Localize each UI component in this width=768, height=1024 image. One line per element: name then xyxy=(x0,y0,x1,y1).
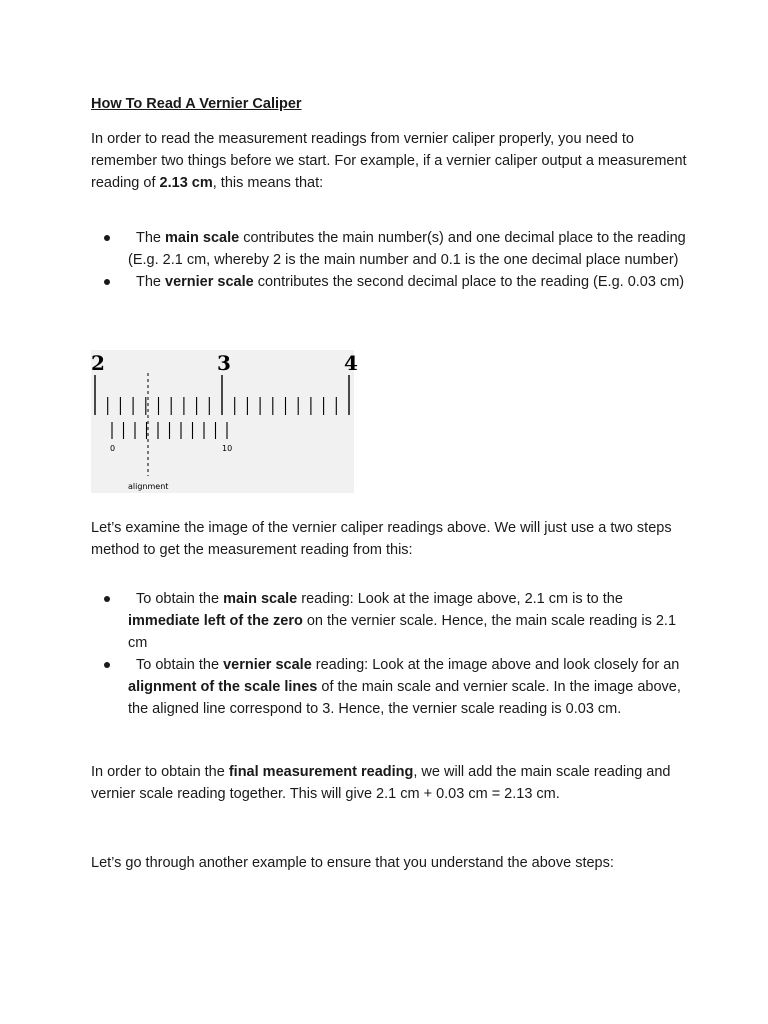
list-item: To obtain the main scale reading: Look at the image above, 2.1 cm is to the immediate left of the zero on the vernier scale. Hence, the main scale reading is 2.1 cm xyxy=(91,588,691,654)
closing-paragraph: Let’s go through another example to ensure that you understand the above steps: xyxy=(91,855,614,871)
vernier-scale-term: vernier scale xyxy=(165,274,254,290)
bullet-icon xyxy=(104,235,110,241)
examine-paragraph: Let’s examine the image of the vernier caliper readings above. We will just use a two steps method to get the measurement reading from this: xyxy=(91,520,672,558)
bullet-icon xyxy=(104,279,110,285)
main-scale-term: main scale xyxy=(165,230,240,246)
intro-text-2: , this means that: xyxy=(212,175,324,191)
main-scale-label-2: 2 xyxy=(91,351,105,375)
main-scale-label-3: 3 xyxy=(217,351,231,375)
intro-example-value: 2.13 cm xyxy=(159,175,213,191)
list-item: To obtain the vernier scale reading: Look at the image above and look closely for an alignment of the scale lines of the main scale and vernier scale. In the image above, the aligned line correspond to 3. Hence, the vernier scale reading is 0.03 cm. xyxy=(91,654,691,720)
list-item: The main scale contributes the main number(s) and one decimal place to the reading (E.g. 2.1 cm, whereby 2 is the main number and 0.1 is the one decimal place number) xyxy=(91,227,691,271)
vernier-caliper-figure xyxy=(91,350,358,493)
intro-text-1: In order to read the measurement readings from vernier caliper properly, you need to remember two things before we start. For example, if a vernier caliper output a measurement reading of xyxy=(91,131,687,191)
intro-paragraph xyxy=(91,128,691,194)
vernier-scale-diagram xyxy=(91,350,358,493)
main-scale-label-4: 4 xyxy=(344,351,358,375)
vernier-label-0: 0 xyxy=(110,444,116,453)
list-item: The vernier scale contributes the second decimal place to the reading (E.g. 0.03 cm) xyxy=(91,271,691,293)
final-reading-term: final measurement reading xyxy=(228,764,414,780)
final-reading-paragraph: In order to obtain the final measurement reading, we will add the main scale reading and vernier scale reading together. This will give 2.1 cm + 0.03 cm = 2.13 cm. xyxy=(91,764,671,802)
scale-definitions-list xyxy=(91,227,691,293)
page-title: How To Read A Vernier Caliper xyxy=(91,96,302,112)
bullet-icon xyxy=(104,596,110,602)
vernier-label-10: 10 xyxy=(222,444,233,453)
reading-steps-list xyxy=(91,588,691,720)
bullet-icon xyxy=(104,662,110,668)
alignment-label: alignment xyxy=(128,482,169,491)
